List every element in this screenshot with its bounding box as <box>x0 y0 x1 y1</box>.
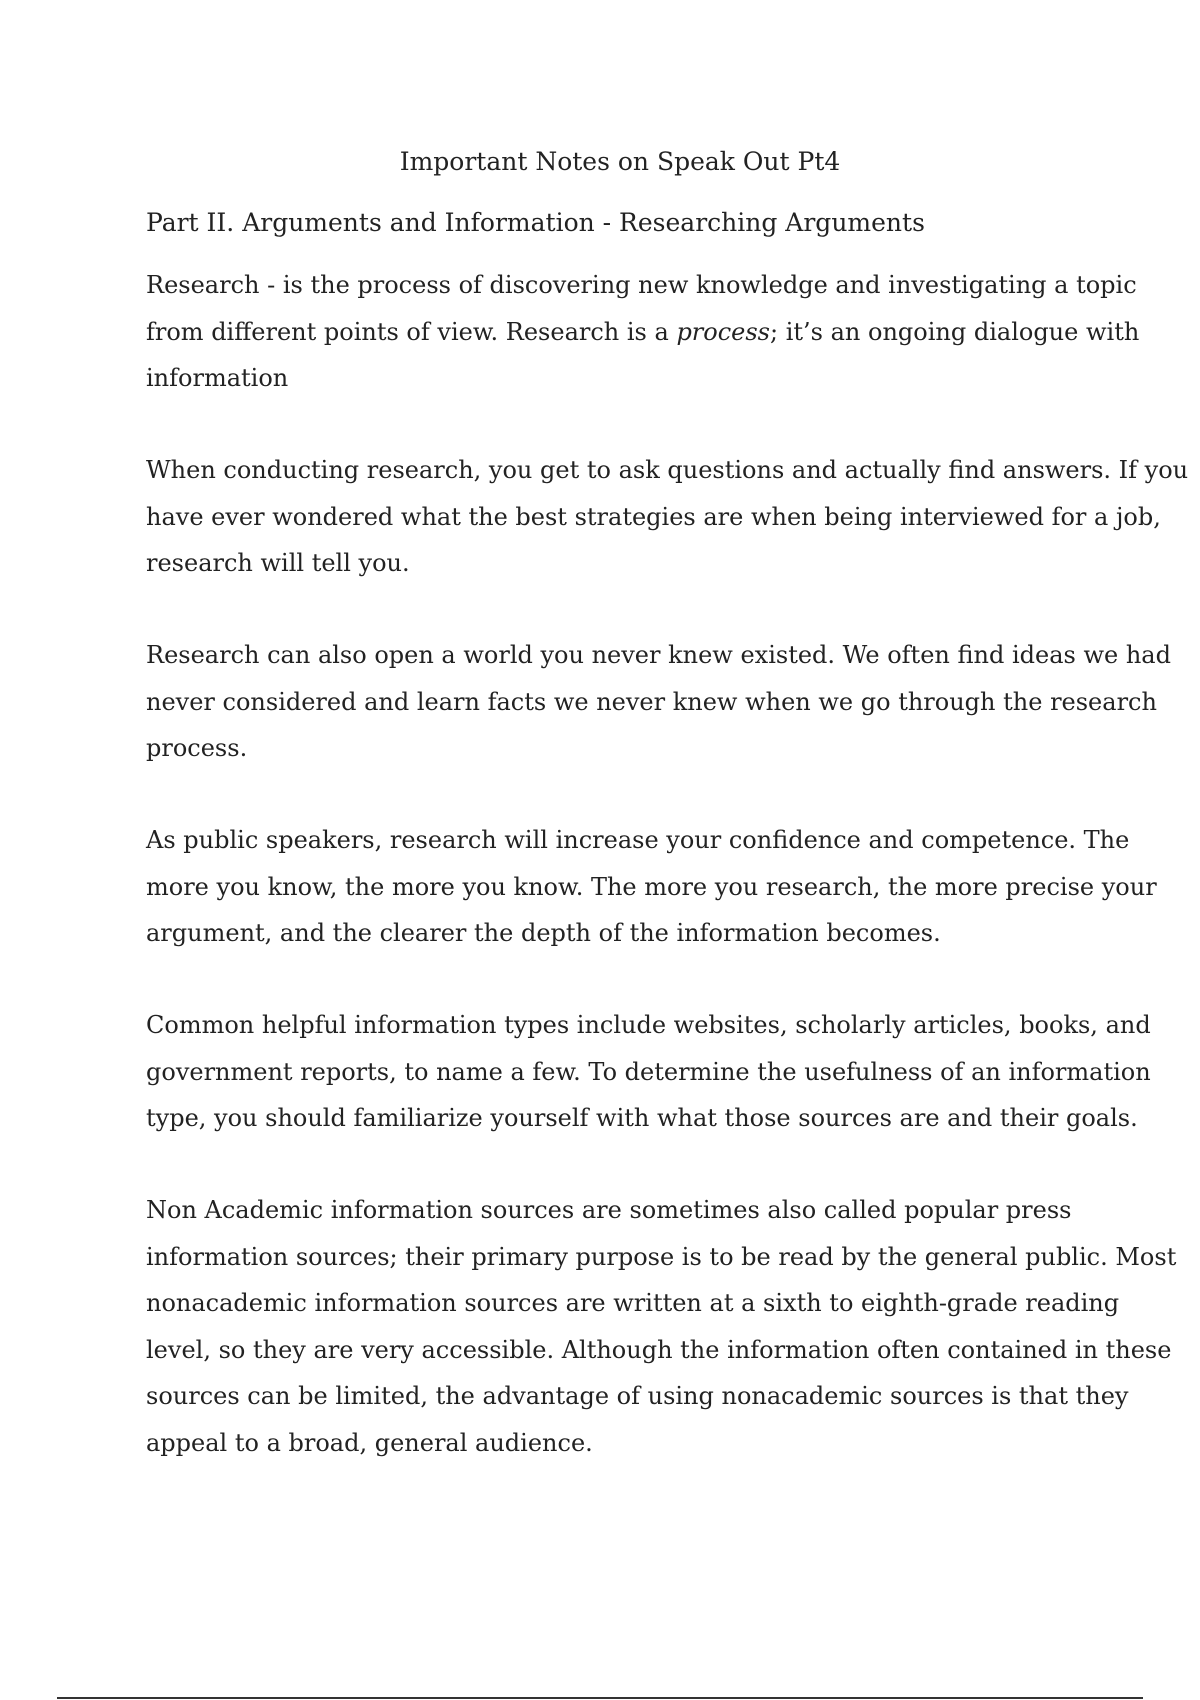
paragraph-line: Common helpful information types include websites, scholarly articles, books, and <box>146 1011 1151 1039</box>
line-segment: from different points of view. Research is a <box>146 317 677 346</box>
emphasized-word: process <box>676 317 770 346</box>
paragraph-public-speakers <box>146 817 1157 957</box>
paragraph-line: research will tell you. <box>146 549 410 577</box>
paragraph-line: level, so they are very accessible. Although the information often contained in these <box>146 1335 1172 1364</box>
paragraph-line: process. <box>146 734 248 762</box>
paragraph-conducting-research <box>146 447 1189 587</box>
paragraph-line: Non Academic information sources are sometimes also called popular press <box>146 1196 1072 1224</box>
paragraph-line: appeal to a broad, general audience. <box>146 1428 593 1457</box>
paragraph-research-definition <box>146 262 1140 402</box>
paragraph-line: As public speakers, research will increase your confidence and competence. The <box>146 826 1130 854</box>
paragraph-line: information <box>146 364 289 392</box>
line-segment: ; it’s an ongoing dialogue with <box>770 317 1140 346</box>
paragraph-open-a-world <box>146 632 1171 772</box>
paragraph-line: type, you should familiarize yourself with what those sources are and their goals. <box>146 1104 1138 1132</box>
paragraph-line: sources can be limited, the advantage of using nonacademic sources is that they <box>146 1382 1129 1410</box>
paragraph-line: Research can also open a world you never knew existed. We often find ideas we had <box>146 641 1171 669</box>
paragraph-non-academic-sources <box>146 1187 1177 1466</box>
section-heading: Part II. Arguments and Information - Researching Arguments <box>146 208 925 237</box>
document-title: Important Notes on Speak Out Pt4 <box>399 147 841 176</box>
paragraph-information-types <box>146 1002 1151 1142</box>
paragraph-line: have ever wondered what the best strategies are when being interviewed for a job, <box>146 502 1161 531</box>
paragraph-line: never considered and learn facts we never knew when we go through the research <box>146 687 1157 716</box>
paragraph-line: When conducting research, you get to ask questions and actually find answers. If you <box>146 456 1189 484</box>
paragraph-line: nonacademic information sources are written at a sixth to eighth-grade reading <box>146 1289 1120 1317</box>
paragraph-line: Research - is the process of discovering new knowledge and investigating a topic <box>146 271 1137 299</box>
paragraph-line: more you know, the more you know. The more you research, the more precise your <box>146 872 1157 901</box>
page-bottom-divider <box>57 1697 1143 1699</box>
paragraph-line: argument, and the clearer the depth of the information becomes. <box>146 919 941 947</box>
paragraph-line <box>146 309 1140 356</box>
paragraph-line: information sources; their primary purpose is to be read by the general public. Most <box>146 1242 1177 1271</box>
paragraph-line: government reports, to name a few. To determine the usefulness of an information <box>146 1057 1151 1086</box>
